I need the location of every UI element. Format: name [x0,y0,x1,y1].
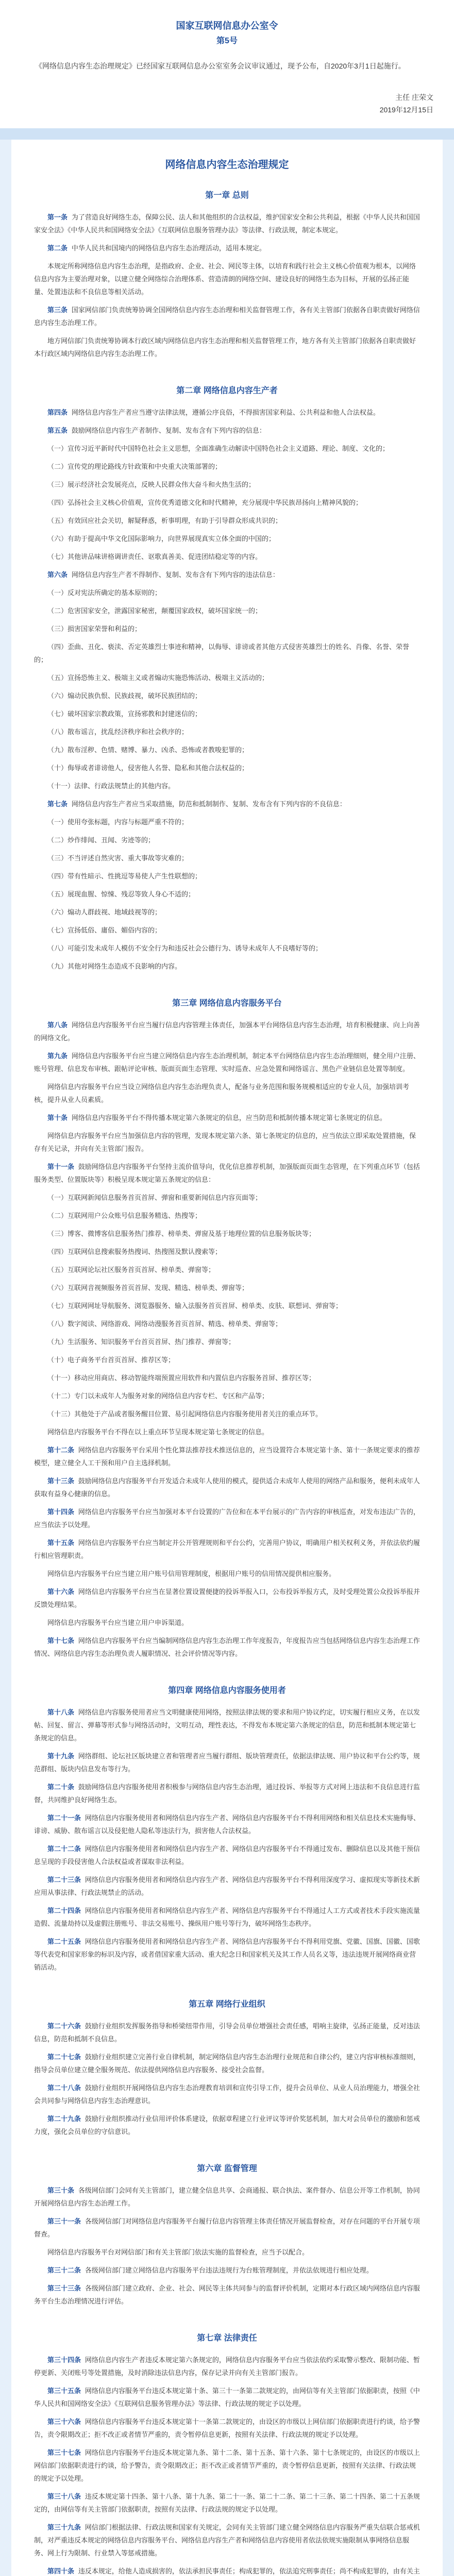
article-text: （七）其他讲品味讲格调讲责任、讴歌真善美、促进团结稳定等的内容。 [47,553,262,561]
article [34,1049,420,1075]
article [34,2020,420,2045]
article-text: 网络信息内容生产者不得制作、复制、发布含有下列内容的违法信息： [71,571,279,579]
article-paragraph [34,260,420,298]
article-number: 第三十一条 [47,2217,81,2225]
chapter-title: 第四章 网络信息内容服务使用者 [168,1686,286,1695]
article-text: 网络信息内容服务平台对网信部门和有关主管部门依法实施的监督检查，应当予以配合。 [47,2248,309,2256]
article-paragraph [34,604,420,617]
article-text: 网络信息内容服务使用者和网络信息内容生产者、网络信息内容服务平台不得利用网络和相关信息技术实施侮辱、诽谤、威胁、散布谣言以及侵犯他人隐私等违法行为，损害他人合法权益。 [34,1814,420,1835]
article-text: 鼓励行业组织建立完善行业自律机制，制定网络信息内容生态治理行业规范和自律公约，建立内容审核标准细则，指导会员单位建立健全服务规范、依法提供网络信息内容服务、接受社会监督。 [34,2053,420,2074]
article-number: 第十九条 [47,1752,75,1760]
article-paragraph [34,852,420,865]
article [34,568,420,581]
article-text: 网络信息内容服务平台违反本规定第十一条第二款规定的，由设区的市级以上网信部门依据职责进行约谈，给予警告，责令限期改正；拒不改正或者情节严重的，责令暂停信息更新，按照有关法律、行政法规的规定予以处理。 [34,2418,420,2438]
article-number: 第二十二条 [47,1845,81,1853]
article-number: 第十条 [47,1114,68,1122]
article-text: 国家网信部门负责统筹协调全国网络信息内容生态治理和相关监督管理工作，各有关主管部门依据各自职责做好网络信息内容生态治理工作。 [34,306,420,327]
article-number: 第三十三条 [47,2284,81,2292]
article-text: 网络信息内容服务平台应当制定并公开管理规则和平台公约，完善用户协议，明确用户相关权利义务，并依法依约履行相应管理职责。 [34,1539,420,1560]
article-text: （十一）移动应用商店、移动智能终端预置应用软件和内置信息内容服务首屏、推荐区等； [47,1374,316,1382]
article-text: （十）电子商务平台首页首屏、推荐区等； [47,1356,175,1364]
article-paragraph [34,640,420,666]
article-text: 网络信息内容服务平台应当编制网络信息内容生态治理工作年度报告，年度报告应当包括网络信息内容生态治理工作情况、网络信息内容生态治理负责人履职情况、社会评价情况等内容。 [34,1637,420,1657]
article [34,1505,420,1531]
article-text: （八）散布谣言，扰乱经济秩序和社会秩序的； [47,728,189,736]
article-text: （二）炒作绯闻、丑闻、劣迹等的； [47,836,155,844]
article-paragraph [34,1191,420,1204]
article [34,1634,420,1660]
article-number: 第三十四条 [47,2356,81,2364]
article-text: 网络信息内容服务平台应当设立网络信息内容生态治理负责人，配备与业务范围和服务规模相适应的专业人员，加强培训考核，提升从业人员素质。 [34,1083,410,1104]
article-text: （四）互联网信息搜索服务热搜词、热搜图及默认搜索等； [47,1248,222,1256]
article-text: （五）有效回应社会关切，解疑释惑，析事明理，有助于引导群众形成共识的； [47,517,282,524]
article-text: 中华人民共和国境内的网络信息内容生态治理活动，适用本规定。 [71,244,266,252]
article-number: 第二十三条 [47,1876,81,1884]
article-number: 第二十八条 [47,2084,81,2092]
article-number: 第十七条 [47,1637,75,1645]
article-text: 网络信息内容服务平台应当履行信息内容管理主体责任，加强本平台网络信息内容生态治理，培育积极健康、向上向善的网络文化。 [34,1021,420,1042]
article [34,2415,420,2441]
chapter-title: 第五章 网络行业组织 [189,2000,265,2009]
order-number: 第5号 [216,37,238,45]
article-text: 网络信息内容服务平台应当加强对本平台设置的广告位和在本平台展示的广告内容的审核巡查，对发布违法广告的，应当依法予以处理。 [34,1508,420,1529]
article-number: 第二十九条 [47,2115,81,2123]
article-text: 网络信息内容服务平台应当建立用户账号信用管理制度，根据用户账号的信用情况提供相应服务。 [47,1570,336,1578]
article-text: （四）弘扬社会主义核心价值观，宣传优秀道德文化和时代精神，充分展现中华民族昂扬向上精神风貌的； [47,499,363,506]
article [34,2490,420,2516]
article-paragraph [34,942,420,955]
article [34,1585,420,1611]
article-paragraph [34,924,420,937]
article-text: （二）宣传党的理论路线方针政策和中央重大决策部署的； [47,463,222,470]
article-text: 鼓励行业组织推动行业信用评价体系建设，依据章程建立行业评议等评价奖惩机制，加大对会员单位的激励和惩戒力度，强化会员单位的守信意识。 [34,2115,420,2136]
article-text: 网络信息内容服务平台不得在以上重点环节呈现本规定第七条规定的信息。 [47,1428,269,1436]
article-text: （十）侮辱或者诽谤他人，侵害他人名誉、隐私和其他合法权益的； [47,764,249,772]
article-paragraph [34,1209,420,1222]
article-number: 第二十五条 [47,1938,81,1945]
article-text: （一）反对宪法所确定的基本原则的； [47,589,162,597]
article-text: （十二）专门以未成年人为服务对象的网络信息内容专栏、专区和产品等； [47,1392,269,1400]
article-paragraph [34,586,420,599]
article-paragraph [34,496,420,509]
article-number: 第七条 [47,800,68,808]
article-number: 第二条 [47,244,68,252]
article-number: 第四条 [47,409,68,416]
article-text: 网络信息内容服务平台不得传播本规定第六条规定的信息，应当防范和抵制传播本规定第七条规定的信息。 [71,1114,386,1122]
article-text: 本规定所称网络信息内容生态治理，是指政府、企业、社会、网民等主体，以培育和践行社会主义核心价值观为根本，以网络信息内容为主要治理对象，以建立健全网络综合治理体系、营造清朗的网络空间、建设良好的网络生态为目标，开展的弘扬正能量、处置违法和不良信息等相关活动。 [34,262,416,296]
article-paragraph [34,460,420,473]
article-paragraph [34,1335,420,1348]
article-number: 第一条 [47,213,68,221]
article-paragraph [34,1080,420,1106]
article-text: 鼓励网络信息内容服务平台坚持主流价值导向，优化信息推荐机制，加强版面页面生态管理，在下列重点环节（包括服务类型、位置版块等）积极呈现本规定第五条规定的信息： [34,1163,420,1183]
article-number: 第三十九条 [47,2523,81,2531]
article-text: 各级网信部门会同有关主管部门，建立健全信息共享、会商通报、联合执法、案件督办、信息公开等工作机制，协同开展网络信息内容生态治理工作。 [34,2187,420,2207]
article-text: （六）互联网音视频服务首页首屏、发现、精选、榜单类、弹窗等； [47,1284,249,1292]
article-text: （六）有助于提高中华文化国际影响力，向世界展现真实立体全面的中国的； [47,535,276,543]
order-title: 国家互联网信息办公室令 [176,21,278,31]
article-paragraph [34,478,420,491]
article-number: 第十一条 [47,1163,75,1171]
article-text: 网络信息内容服务平台违反本规定第十条、第三十一条第二款规定的，由网信等有关主管部门依据职责，按照《中华人民共和国网络安全法》《互联网信息服务管理办法》等法律、行政法规的规定予以处理。 [34,2387,420,2408]
article [34,1111,420,1124]
article-text: （三）展示经济社会发展亮点，反映人民群众伟大奋斗和火热生活的； [47,481,256,488]
article-text: （三）不当评述自然灾害、重大事故等灾难的； [47,854,189,862]
article-text: 网络信息内容服务使用者应当文明健康使用网络，按照法律法规的要求和用户协议约定，切实履行相应义务，在以发帖、回复、留言、弹幕等形式参与网络活动时，文明互动，理性表达，不得发布本规定第六条规定的信息，防范和抵制本规定第七条规定的信息。 [34,1708,420,1742]
article-number: 第十三条 [47,1477,75,1485]
article-paragraph [34,779,420,792]
article [34,1811,420,1837]
article [34,303,420,329]
article-paragraph [34,707,420,720]
article-paragraph [34,870,420,883]
article-paragraph [34,550,420,563]
article [34,242,420,255]
order-body: 《网络信息内容生态治理规定》已经国家互联网信息办公室室务会议审议通过，现予公布，自2020年3月1日起施行。 [35,62,406,70]
article-paragraph [34,761,420,774]
article-text: 违反本规定，给他人造成损害的，依法承担民事责任；构成犯罪的，依法追究刑事责任；尚不构成犯罪的，由有关主 [78,2567,420,2575]
article-number: 第二十四条 [47,1907,81,1914]
article-text: （七）互联网网址导航服务、浏览器服务、输入法服务首页首屏、榜单类、皮肤、联想词、弹窗等； [47,1302,343,1310]
signatory: 主任 庄荣文 [395,93,433,101]
article-paragraph [34,1408,420,1420]
article-number: 第三十二条 [47,2266,81,2274]
article [34,2264,420,2277]
article-text: 网络信息内容服务平台应当建立用户申诉渠道。 [47,1619,189,1626]
article [34,2215,420,2241]
article [34,2282,420,2308]
article-paragraph [34,1299,420,1312]
article-text: （九）其他对网络生态造成不良影响的内容。 [47,962,182,970]
article-number: 第十六条 [47,1588,75,1596]
article-text: （五）展现血腥、惊悚、残忍等致人身心不适的； [47,890,195,898]
article-paragraph [34,514,420,527]
chapter-title: 第六章 监督管理 [197,2164,257,2173]
article-number: 第三十五条 [47,2387,81,2395]
article [34,424,420,437]
article-number: 第二十七条 [47,2053,81,2061]
chapter-list [34,189,420,2576]
article-text: （四）带有性暗示、性挑逗等易使人产生性联想的； [47,872,202,880]
article-text: 各级网信部门建立政府、企业、社会、网民等主体共同参与的监督评价机制，定期对本行政区域内网络信息内容服务平台生态治理情况进行评估。 [34,2284,420,2305]
article [34,1873,420,1899]
article-text: （五）互联网论坛社区服务首页首屏、榜单类、弹窗等； [47,1266,215,1274]
article-text: 网络信息内容服务平台应当在显著位置设置便捷的投诉举报入口，公布投诉举报方式，及时受理处置公众投诉举报并反馈处理结果。 [34,1588,420,1608]
article-paragraph [34,1389,420,1402]
divider-band [0,128,454,140]
article-text: 各级网信部门建立网络信息内容服务平台违法违规行为台账管理制度，并依法依规进行相应处理。 [85,2266,373,2274]
article [34,1706,420,1744]
article-paragraph [34,2246,420,2259]
article-paragraph [34,725,420,738]
article-text: （七）宣扬低俗、庸俗、媚俗内容的； [47,926,162,934]
article [34,211,420,236]
article [34,1750,420,1775]
article-paragraph [34,622,420,635]
article-text: 网络信息内容生产者违反本规定第六条规定的，网络信息内容服务平台应当依法依约采取警示整改、限制功能、暂停更新、关闭账号等处置措施，及时消除违法信息内容，保存记录并向有关主管部门报告。 [34,2356,420,2377]
order-header [0,0,454,128]
article-number: 第十四条 [47,1508,75,1516]
article [34,2184,420,2210]
article-number: 第五条 [47,427,68,434]
article [34,2050,420,2076]
article-number: 第十八条 [47,1708,75,1716]
article [34,1160,420,1186]
article-text: （十一）法律、行政法规禁止的其他内容。 [47,782,175,790]
article-number: 第四十条 [47,2567,75,2575]
article [34,2112,420,2138]
article-text: 网络信息内容服务使用者和网络信息内容生产者、网络信息内容服务平台不得利用深度学习、虚拟现实等新技术新应用从事法律、行政法规禁止的活动。 [34,1876,420,1896]
article-number: 第三十八条 [47,2493,81,2500]
article [34,798,420,810]
article [34,2446,420,2485]
article-text: （八）可能引发未成年人模仿不安全行为和违反社会公德行为、诱导未成年人不良嗜好等的； [47,944,323,952]
article [34,1019,420,1044]
article-text: （九）生活服务、知识服务平台首页首屏、热门推荐、弹窗等； [47,1338,236,1346]
article [34,1475,420,1500]
chapter-title: 第二章 网络信息内容生产者 [176,386,278,395]
regulation-document [11,140,443,2576]
article-text: 违反本规定第十四条、第十八条、第十九条、第二十一条、第二十二条、第二十三条、第二十四条、第二十五条规定的，由网信等有关主管部门依据职责，按照有关法律、行政法规的规定予以处理。 [34,2493,420,2513]
chapter-title: 第三章 网络信息内容服务平台 [172,999,282,1008]
article-paragraph [34,334,420,360]
article-text: （六）煽动人群歧视、地域歧视等的； [47,908,162,916]
article-text: 鼓励网络信息内容生产者制作、复制、发布含有下列内容的信息： [71,427,266,434]
article-number: 第三十七条 [47,2449,81,2456]
article-text: （四）歪曲、丑化、亵渎、否定英雄烈士事迹和精神，以侮辱、诽谤或者其他方式侵害英雄烈士的姓名、肖像、名誉、荣誉的； [34,643,410,664]
order-date: 2019年12月15日 [379,106,433,114]
article [34,406,420,419]
article-number: 第二十一条 [47,1814,81,1822]
article-paragraph [34,671,420,684]
article-paragraph [34,816,420,828]
article-paragraph [34,1567,420,1580]
article-text: 网络信息内容服务平台违反本规定第九条、第十二条、第十五条、第十六条、第十七条规定的，由设区的市级以上网信部门依据职责进行约谈，给予警告，责令限期改正；拒不改正或者情节严重的，责令暂停信息更新，按照有关法律、行政法规的规定予以处理。 [34,2449,420,2482]
article-paragraph [34,442,420,455]
article-text: 网络信息内容服务平台应当建立网络信息内容生态治理机制，制定本平台网络信息内容生态治理细则，健全用户注册、账号管理、信息发布审核、跟帖评论审核、版面页面生态管理、实时巡查、应急处置和网络谣言、黑色产业链信息处置等制度。 [34,1052,420,1073]
article-text: （八）数字阅读、网络游戏、网络动漫服务首页首屏、精选、榜单类、弹窗等； [47,1320,282,1328]
article [34,1536,420,1562]
article-number: 第十二条 [47,1446,75,1454]
article-text: 网络信息内容生产者应当采取措施，防范和抵制制作、复制、发布含有下列内容的不良信息： [71,800,346,808]
article-text: 网络信息内容服务使用者和网络信息内容生产者、网络信息内容服务平台不得通过发布、删除信息以及其他干预信息呈现的手段侵害他人合法权益或者谋取非法利益。 [34,1845,420,1866]
article-paragraph [34,1353,420,1366]
article-paragraph [34,743,420,756]
article-text: 网络信息内容服务使用者和网络信息内容生产者、网络信息内容服务平台不得利用党旗、党徽、国旗、国徽、国歌等代表党和国家形象的标识及内容，或者借国家重大活动、重大纪念日和国家机关及其工作人员名义等，违法违规开展网络商业营销活动。 [34,1938,420,1971]
article [34,1904,420,1930]
article-paragraph [34,1227,420,1240]
article-text: （二）危害国家安全，泄露国家秘密，颠覆国家政权，破坏国家统一的； [47,607,262,615]
article-text: 鼓励行业组织发挥服务指导和桥梁纽带作用，引导会员单位增强社会责任感，唱响主旋律，弘扬正能量，反对违法信息，防范和抵制不良信息。 [34,2022,420,2043]
article-text: （十三）其他处于产品或者服务醒目位置、易引起网络信息内容服务使用者关注的重点环节。 [47,1410,323,1418]
article-number: 第三十条 [47,2187,75,2194]
article [34,2384,420,2410]
article-paragraph [34,1371,420,1384]
article [34,2353,420,2379]
article-text: 鼓励网络信息内容服务使用者积极参与网络信息内容生态治理，通过投诉、举报等方式对网上违法和不良信息进行监督，共同维护良好网络生态。 [34,1783,420,1804]
article-number: 第二十六条 [47,2022,81,2030]
article-text: （五）宣扬恐怖主义、极端主义或者煽动实施恐怖活动、极端主义活动的； [47,674,269,682]
article-text: 网络信息内容服务使用者和网络信息内容生产者、网络信息内容服务平台不得通过人工方式或者技术手段实施流量造假、流量劫持以及虚假注册账号、非法交易账号、操纵用户账号等行为，破坏网络生态秩序。 [34,1907,420,1927]
article-paragraph [34,1281,420,1294]
article-number: 第九条 [47,1052,68,1060]
article-text: 鼓励行业组织开展网络信息内容生态治理教育培训和宣传引导工作，提升会员单位、从业人员治理能力，增强全社会共同参与网络信息内容生态治理意识。 [34,2084,420,2105]
article-text: （二）互联网用户公众账号信息服务精选、热搜等； [47,1212,202,1219]
article-text: （七）破坏国家宗教政策，宣扬邪教和封建迷信的； [47,710,202,718]
article-number: 第三条 [47,306,68,314]
article-number: 第六条 [47,571,68,579]
article-text: 网络信息内容生产者应当遵守法律法规，遵循公序良俗，不得损害国家利益、公共利益和他人合法权益。 [71,409,380,416]
article [34,1842,420,1868]
article-text: 各级网信部门对网络信息内容服务平台履行信息内容管理主体责任情况开展监督检查，对存在问题的平台开展专项督查。 [34,2217,420,2238]
article-text: （一）互联网新闻信息服务首页首屏、弹窗和重要新闻信息内容页面等； [47,1194,262,1201]
article-text: （九）散布淫秽、色情、赌博、暴力、凶杀、恐怖或者教唆犯罪的； [47,746,249,754]
article-text: 网络信息内容服务平台采用个性化算法推荐技术推送信息的，应当设置符合本规定第十条、第十一条规定要求的推荐模型，建立健全人工干预和用户自主选择机制。 [34,1446,420,1467]
article-text: （一）使用夸张标题，内容与标题严重不符的； [47,818,189,826]
article-paragraph [34,689,420,702]
article [34,1935,420,1974]
article-number: 第八条 [47,1021,68,1029]
article-text: 鼓励网络信息内容服务平台开发适合未成年人使用的模式，提供适合未成年人使用的网络产品和服务，便利未成年人获取有益身心健康的信息。 [34,1477,420,1498]
article [34,2521,420,2560]
article-text: 网络信息内容服务平台应当加强信息内容的管理，发现本规定第六条、第七条规定的信息的，应当依法立即采取处置措施，保存有关记录，并向有关主管部门报告。 [34,1132,416,1153]
chapter-title: 第七章 法律责任 [197,2334,257,2343]
article-text: （三）损害国家荣誉和利益的； [47,625,142,633]
article-paragraph [34,1129,420,1155]
article [34,1444,420,1469]
article-paragraph [34,906,420,919]
article-paragraph [34,960,420,973]
article-paragraph [34,1245,420,1258]
article-text: 为了营造良好网络生态，保障公民、法人和其他组织的合法权益，维护国家安全和公共利益，根据《中华人民共和国国家安全法》《中华人民共和国网络安全法》《互联网信息服务管理办法》等法律、行政法规，制定本规定。 [34,213,420,234]
article-number: 第十五条 [47,1539,75,1547]
article [34,2565,420,2576]
article-text: 网信部门根据法律、行政法规和国家有关规定，会同有关主管部门建立健全网络信息内容服务严重失信联合惩戒机制，对严重违反本规定的网络信息内容服务平台、网络信息内容生产者和网络信息内容使用者依法依规实施限制从事网络信息服务、网上行为限制、行业禁入等惩戒措施。 [34,2523,420,2557]
article-paragraph [34,532,420,545]
article-text: （六）煽动民族仇恨、民族歧视，破坏民族团结的； [47,692,202,700]
article-number: 第二十条 [47,1783,75,1791]
article-text: （三）博客、微博客信息服务热门推荐、榜单类、弹窗及基于地理位置的信息服务版块等； [47,1230,316,1238]
article-paragraph [34,888,420,901]
article-text: 网络群组、论坛社区版块建立者和管理者应当履行群组、版块管理责任，依据法律法规、用户协议和平台公约等，规范群组、版块内信息发布等行为。 [34,1752,420,1773]
article-text: 地方网信部门负责统筹协调本行政区域内网络信息内容生态治理和相关监督管理工作，地方各有关主管部门依据各自职责做好本行政区域内网络信息内容生态治理工作。 [34,337,416,358]
article-text: （一）宣传习近平新时代中国特色社会主义思想，全面准确生动解读中国特色社会主义道路、理论、制度、文化的； [47,445,390,452]
article-paragraph [34,834,420,846]
article-paragraph [34,1616,420,1629]
article [34,1781,420,1806]
article-paragraph [34,1426,420,1438]
document-title: 网络信息内容生态治理规定 [165,159,289,171]
chapter-title: 第一章 总则 [205,191,249,200]
article-paragraph [34,1263,420,1276]
article-paragraph [34,1317,420,1330]
article [34,2081,420,2107]
article-number: 第三十六条 [47,2418,81,2426]
